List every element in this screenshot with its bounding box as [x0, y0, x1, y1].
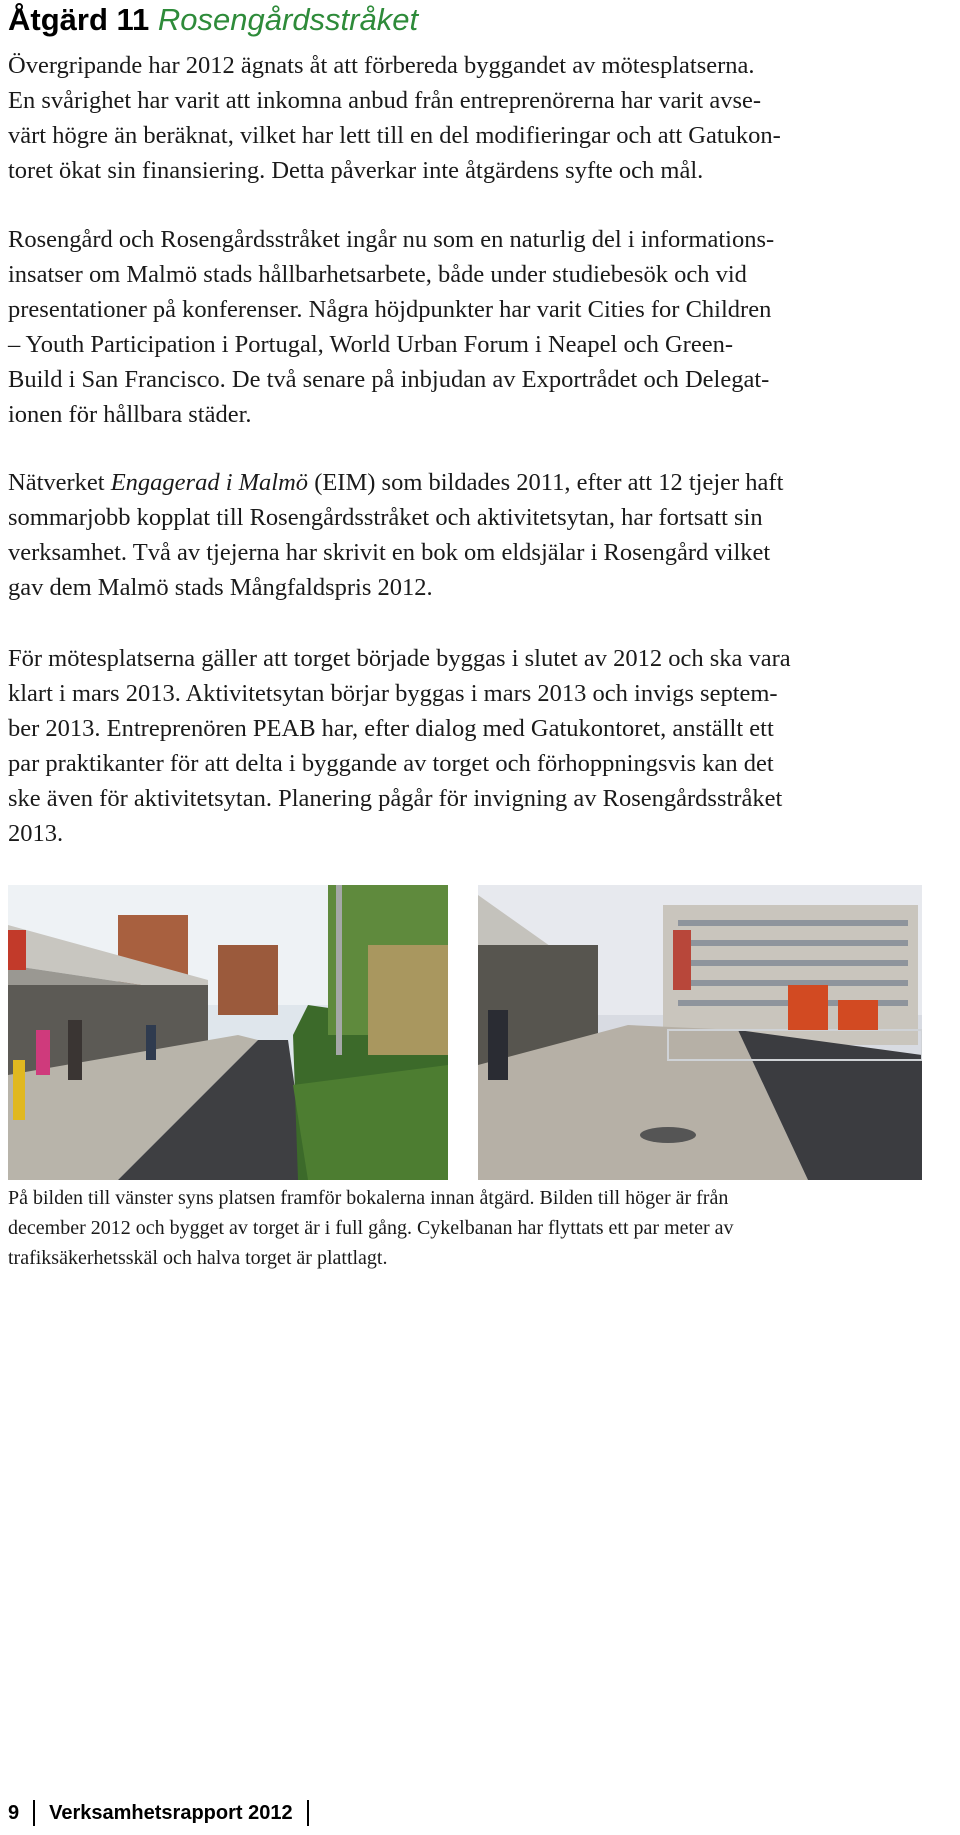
paragraph-line: presentationer på konferenser. Några höjdpunkter har varit Cities for Children	[8, 296, 772, 323]
paragraph-1	[8, 48, 960, 188]
page-footer	[8, 1800, 309, 1826]
text-run: (EIM) som bildades 2011, efter att 12 tjejer haft	[308, 469, 784, 496]
heading-title: Rosengårdsstråket	[157, 2, 419, 37]
caption-line: december 2012 och bygget av torget är i full gång. Cykelbanan har flyttats ett par meter av	[8, 1217, 734, 1239]
photo-after-image	[478, 885, 922, 1180]
section-heading	[8, 0, 418, 40]
paragraph-line: ber 2013. Entreprenören PEAB har, efter dialog med Gatukontoret, anställt ett	[8, 715, 774, 742]
paragraph-4	[8, 641, 960, 851]
paragraph-line: Build i San Francisco. De två senare på inbjudan av Exportrådet och Delegat-	[8, 366, 770, 393]
paragraph-line	[8, 465, 960, 500]
paragraph-line: par praktikanter för att delta i byggande av torget och förhoppningsvis kan det	[8, 750, 774, 777]
paragraph-line: Rosengård och Rosengårdsstråket ingår nu som en naturlig del i informations-	[8, 226, 775, 253]
paragraph-line: ske även för aktivitetsytan. Planering pågår för invigning av Rosengårdsstråket	[8, 785, 783, 812]
paragraph-line: verksamhet. Två av tjejerna har skrivit en bok om eldsjälar i Rosengård vilket	[8, 539, 771, 566]
paragraph-line: Övergripande har 2012 ägnats åt att förbereda byggandet av mötesplatserna.	[8, 52, 755, 79]
photo-before	[8, 885, 448, 1180]
paragraph-line: 2013.	[8, 820, 64, 847]
footer-divider	[307, 1800, 309, 1826]
paragraph-line: sommarjobb kopplat till Rosengårdsstråket och aktivitetsytan, har fortsatt sin	[8, 504, 763, 531]
paragraph-line: En svårighet har varit att inkomna anbud från entreprenörerna har varit avse-	[8, 87, 762, 114]
paragraph-line: gav dem Malmö stads Mångfaldspris 2012.	[8, 574, 433, 601]
paragraph-line: värt högre än beräknat, vilket har lett till en del modifieringar och att Gatukon-	[8, 122, 781, 149]
photo-after	[478, 885, 922, 1180]
paragraph-line: För mötesplatserna gäller att torget började byggas i slutet av 2012 och ska vara	[8, 645, 791, 672]
paragraph-line: – Youth Participation i Portugal, World Urban Forum i Neapel och Green-	[8, 331, 733, 358]
paragraph-line: ionen för hållbara städer.	[8, 401, 252, 428]
caption-line: trafiksäkerhetsskäl och halva torget är plattlagt.	[8, 1247, 388, 1269]
footer-divider	[33, 1800, 35, 1826]
paragraph-2	[8, 222, 960, 432]
network-name: Engagerad i Malmö	[110, 469, 309, 496]
photo-before-image	[8, 885, 448, 1180]
paragraph-line: toret ökat sin finansiering. Detta påverkar inte åtgärdens syfte och mål.	[8, 157, 704, 184]
report-title: Verksamhetsrapport 2012	[49, 1801, 293, 1824]
heading-number: Åtgärd 11	[8, 2, 150, 37]
paragraph-line: insatser om Malmö stads hållbarhetsarbete, både under studiebesök och vid	[8, 261, 747, 288]
paragraph-3	[8, 465, 960, 605]
text-run: Nätverket	[8, 469, 111, 496]
photo-caption	[8, 1183, 960, 1273]
caption-line: På bilden till vänster syns platsen framför bokalerna innan åtgärd. Bilden till höger är från	[8, 1187, 729, 1209]
paragraph-line: klart i mars 2013. Aktivitetsytan börjar byggas i mars 2013 och invigs septem-	[8, 680, 778, 707]
page-number: 9	[8, 1801, 20, 1824]
